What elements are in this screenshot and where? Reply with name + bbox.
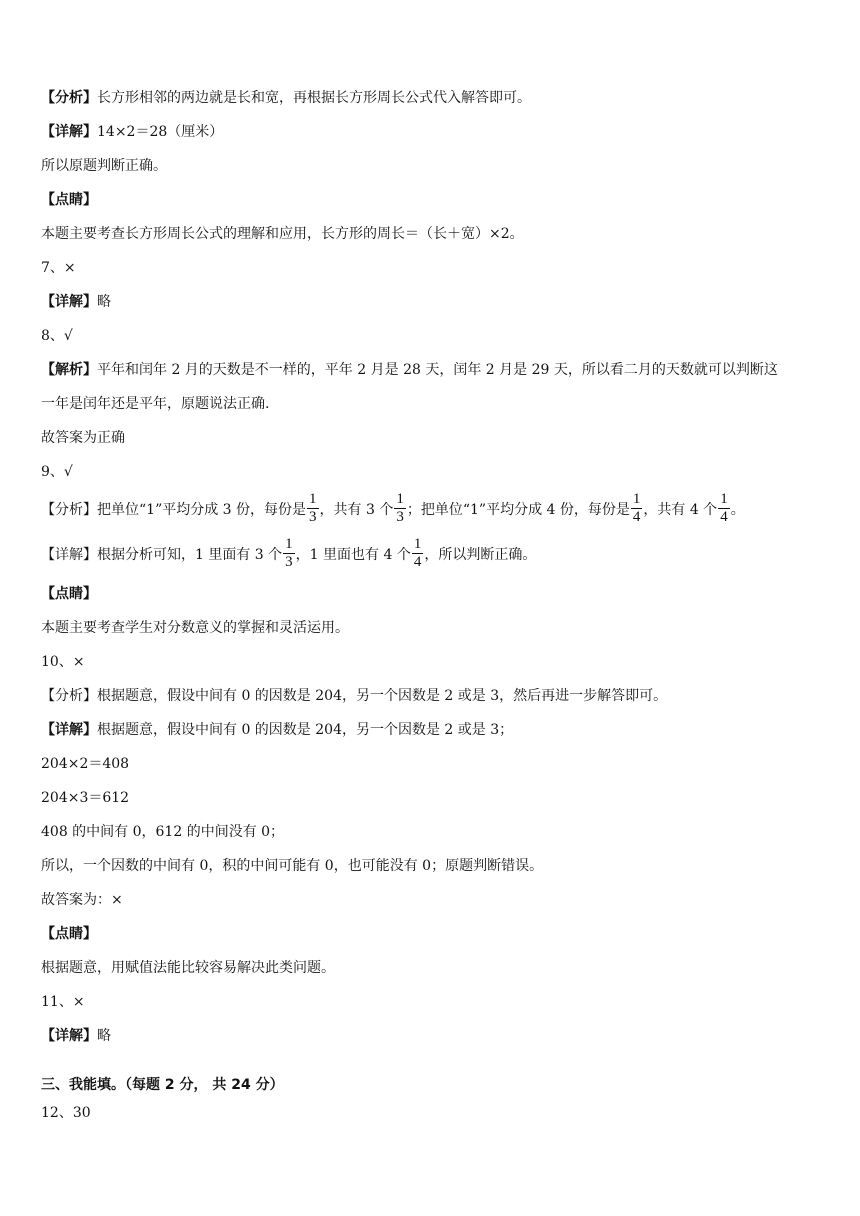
text-line	[41, 1026, 111, 1046]
answer-line	[41, 462, 73, 482]
answer-line	[41, 1103, 91, 1123]
text-line	[41, 122, 223, 142]
text-line	[41, 924, 97, 944]
text-line	[41, 686, 667, 706]
line-text: 长方形相邻的两边就是长和宽，再根据长方形周长公式代入解答即可。	[97, 90, 531, 106]
line-text: 略	[97, 294, 111, 310]
text-line	[41, 890, 123, 910]
text-line	[41, 584, 97, 604]
tag-label: 【详解】	[41, 547, 97, 563]
text-line	[41, 822, 284, 842]
text-line	[41, 360, 778, 380]
text-line	[41, 88, 531, 108]
text-line	[41, 754, 129, 774]
fraction	[283, 536, 295, 571]
numerator: 1	[285, 535, 293, 552]
fraction	[718, 491, 730, 526]
tag-label: 【详解】	[41, 722, 97, 738]
line-text: 本题主要考查学生对分数意义的掌握和灵活运用。	[41, 620, 349, 636]
tag-label: 【分析】	[41, 90, 97, 106]
line-text: 平年和闰年 2 月的天数是不一样的，平年 2 月是 28 天，闰年 2 月是 29 天，所以看二月的天数就可以判断这	[97, 362, 778, 378]
line-text: 根据分析可知，1 里面有 3 个	[97, 547, 283, 563]
numerator: 1	[632, 490, 641, 507]
line-text: 204×2＝408	[41, 756, 130, 772]
numerator: 1	[396, 490, 404, 507]
text-line	[41, 720, 513, 740]
line-text: 所以原题判断正确。	[41, 158, 167, 174]
numerator: 1	[413, 535, 422, 552]
line-text: 14×2＝28（厘米）	[97, 124, 224, 140]
text-line	[41, 958, 335, 978]
numerator: 1	[309, 490, 317, 507]
line-text: 本题主要考查长方形周长公式的理解和应用，长方形的周长＝（长＋宽）×2。	[41, 226, 524, 242]
line-text: 略	[97, 1028, 111, 1044]
denominator: 3	[285, 553, 293, 570]
line-text: 根据题意，假设中间有 0 的因数是 204，另一个因数是 2 或是 3；	[97, 722, 514, 738]
line-text: ，所以判断正确。	[424, 547, 537, 563]
line-text: 所以，一个因数的中间有 0，积的中间可能有 0，也可能没有 0；原题判断错误。	[41, 858, 544, 874]
section-heading: 三、我能填。（每题 2 分， 共 24 分）	[41, 1077, 284, 1093]
fraction	[412, 536, 424, 571]
denominator: 3	[309, 508, 317, 525]
tag-label: 【点睛】	[41, 926, 97, 942]
tag-label: 【分析】	[41, 688, 97, 704]
q9-analysis-line	[41, 490, 745, 530]
line-text: 8、√	[41, 328, 73, 344]
tag-label: 【详解】	[41, 1028, 97, 1044]
text-line	[41, 856, 543, 876]
line-text: ，1 里面也有 4 个	[295, 547, 411, 563]
line-text: 故答案为正确	[41, 430, 125, 446]
text-line	[41, 190, 97, 210]
denominator: 4	[413, 553, 422, 570]
line-text: 12、30	[41, 1105, 91, 1121]
tag-label: 【详解】	[41, 124, 97, 140]
line-text: 根据题意，用赋值法能比较容易解决此类问题。	[41, 960, 335, 976]
text-line	[41, 292, 111, 312]
line-text: 10、×	[41, 654, 85, 670]
answer-line	[41, 992, 85, 1012]
tag-label: 【点睛】	[41, 586, 97, 602]
line-text: 一年是闰年还是平年，原题说法正确.	[41, 396, 270, 412]
text-line	[41, 788, 129, 808]
line-text: 204×3＝612	[41, 790, 130, 806]
line-text: 9、√	[41, 464, 73, 480]
line-text: 7、×	[41, 260, 76, 276]
numerator: 1	[720, 490, 728, 507]
answer-line	[41, 652, 85, 672]
denominator: 4	[632, 508, 641, 525]
line-text: 11、×	[41, 994, 85, 1010]
text-line	[41, 224, 524, 244]
line-text: ，共有 4 个	[643, 502, 718, 518]
q9-detail-line	[41, 535, 536, 575]
tag-label: 【详解】	[41, 294, 97, 310]
answer-line	[41, 326, 73, 346]
line-text: 把单位“1”平均分成 3 份，每份是	[97, 502, 307, 518]
line-text: 408 的中间有 0，612 的中间没有 0；	[41, 824, 285, 840]
fraction	[631, 491, 643, 526]
denominator: 4	[720, 508, 728, 525]
fraction	[394, 491, 406, 526]
line-text: 根据题意，假设中间有 0 的因数是 204，另一个因数是 2 或是 3，然后再进一步解答即可。	[97, 688, 668, 704]
tag-label: 【分析】	[41, 502, 97, 518]
line-text: 故答案为：×	[41, 892, 123, 908]
tag-label: 【解析】	[41, 362, 97, 378]
line-text: ，共有 3 个	[319, 502, 394, 518]
text-line	[41, 156, 167, 176]
fraction	[307, 491, 319, 526]
denominator: 3	[396, 508, 404, 525]
line-text: 。	[730, 502, 745, 518]
tag-label: 【点睛】	[41, 192, 97, 208]
answer-line	[41, 258, 76, 278]
line-text: ；把单位“1”平均分成 4 份，每份是	[406, 502, 630, 518]
text-line	[41, 428, 125, 448]
text-line	[41, 394, 269, 414]
text-line	[41, 618, 349, 638]
